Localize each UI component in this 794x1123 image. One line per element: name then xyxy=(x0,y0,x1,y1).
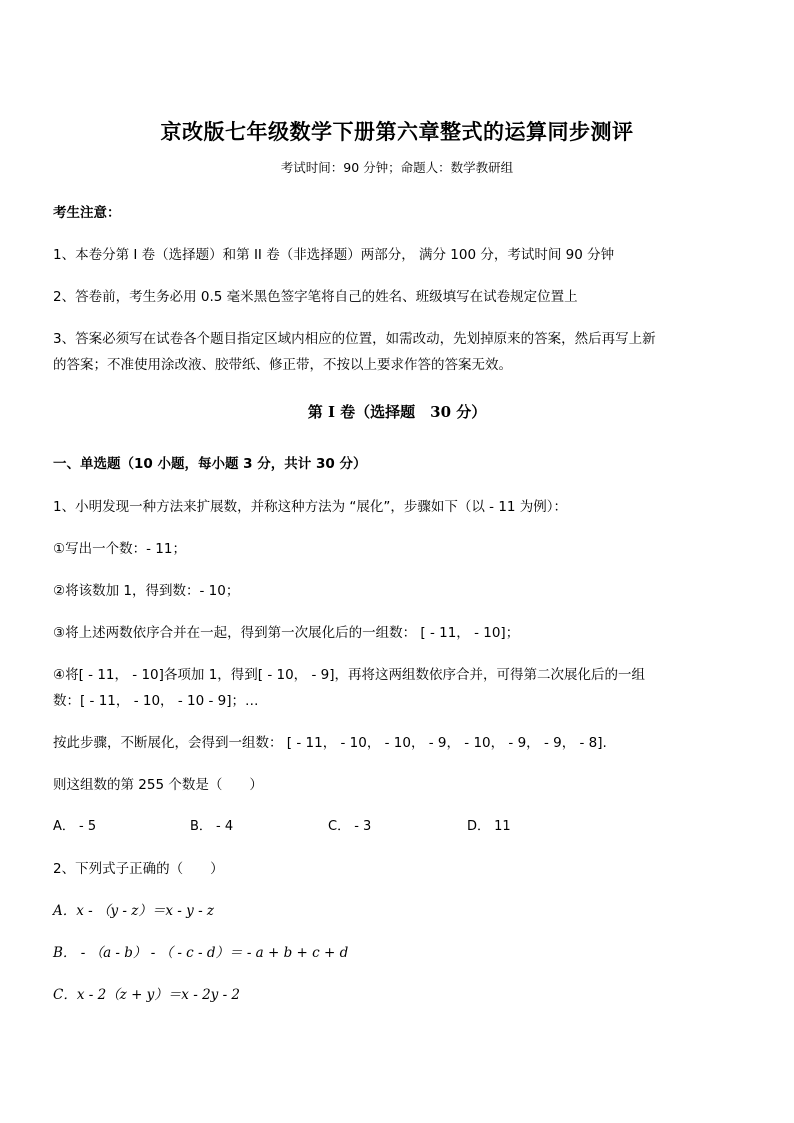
question-1-choices xyxy=(53,815,753,835)
question-2-option-c[interactable]: C．x - 2（z + y）＝x - 2y - 2 xyxy=(53,987,241,1003)
question-2-option-a[interactable]: A．x - （y - z）＝x - y - z xyxy=(53,903,215,919)
notice-heading: 考生注意： xyxy=(53,205,121,221)
question-1-step-1: ①写出一个数：- 11； xyxy=(53,541,186,557)
question-1-continue: 按此步骤，不断展化，会得到一组数： [ - 11， - 10， - 10， - 9， - 10， - 9， - 9， - 8]. xyxy=(53,735,607,751)
question-1-step-4-line-2: 数：[ - 11， - 10， - 10 - 9]；… xyxy=(53,693,259,709)
choice-c[interactable]: C． - 3 xyxy=(328,819,372,834)
exam-subtitle: 考试时间：90 分钟；命题人：数学教研组 xyxy=(280,160,514,175)
question-2-option-b[interactable]: B． - （a - b） - （ - c - d）＝ - a + b + c + d xyxy=(53,945,349,961)
question-1-question: 则这组数的第 255 个数是（ ） xyxy=(53,777,263,793)
choice-d[interactable]: D． 11 xyxy=(467,819,511,834)
choice-b[interactable]: B． - 4 xyxy=(190,819,234,834)
exam-title: 京改版七年级数学下册第六章整式的运算同步测评 xyxy=(160,119,634,144)
question-2-stem: 2、下列式子正确的（ ） xyxy=(53,861,224,877)
question-1-stem: 1、小明发现一种方法来扩展数，并称这种方法为 “展化”，步骤如下（以 - 11 为例）： xyxy=(53,499,568,515)
question-1-step-2: ②将该数加 1，得到数：- 10； xyxy=(53,583,240,599)
part-heading: 一、单选题（10 小题，每小题 3 分，共计 30 分） xyxy=(53,456,367,472)
choice-a[interactable]: A． - 5 xyxy=(53,819,97,834)
question-1-step-3: ③将上述两数依序合并在一起，得到第一次展化后的一组数： [ - 11， - 10]； xyxy=(53,625,520,641)
question-1-step-4-line-1: ④将[ - 11， - 10]各项加 1，得到[ - 10， - 9]，再将这两组数依序合并，可得第二次展化后的一组 xyxy=(53,667,645,683)
section-title: 第 I 卷（选择题 30 分） xyxy=(307,403,487,421)
notice-item-3-line-1: 3、答案必须写在试卷各个题目指定区域内相应的位置，如需改动，先划掉原来的答案，然后再写上新 xyxy=(53,331,656,347)
notice-item-1: 1、本卷分第 I 卷（选择题）和第 II 卷（非选择题）两部分， 满分 100 分，考试时间 90 分钟 xyxy=(53,247,615,263)
notice-item-2: 2、答卷前，考生务必用 0.5 毫米黑色签字笔将自己的姓名、班级填写在试卷规定位置上 xyxy=(53,289,578,305)
notice-item-3-line-2: 的答案；不准使用涂改液、胶带纸、修正带，不按以上要求作答的答案无效。 xyxy=(53,357,512,373)
